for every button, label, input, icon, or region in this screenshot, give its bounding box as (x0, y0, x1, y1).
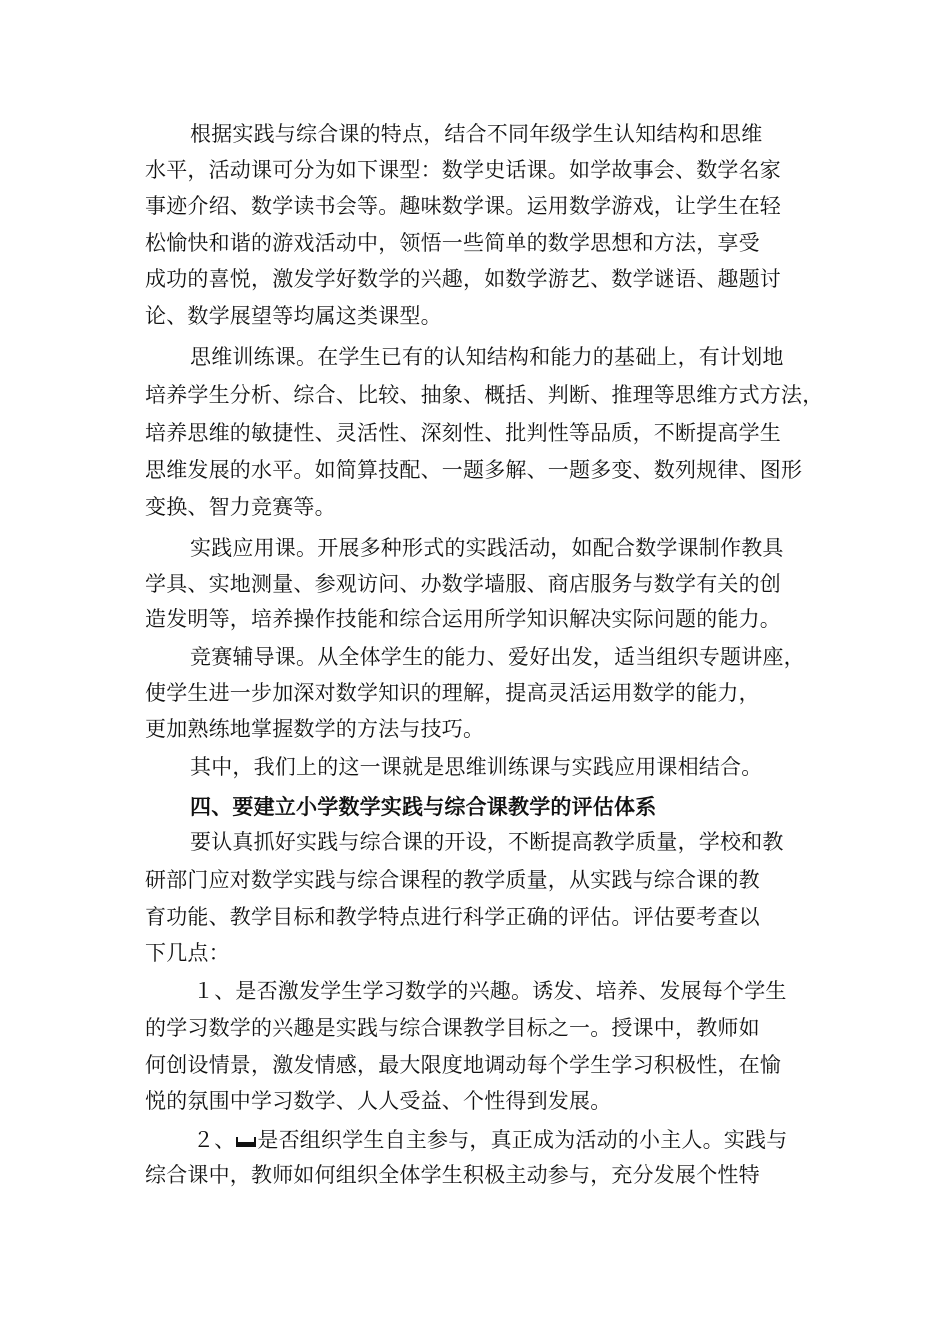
section-heading: 四、要建立小学数学实践与综合课教学的评估体系 (190, 794, 657, 819)
paragraph-line: 竞赛辅导课。从全体学生的能力、爱好出发，适当组织专题讲座， (190, 645, 805, 669)
paragraph-line: 论、数学展望等均属这类课型。 (145, 304, 442, 328)
paragraph-line: 松愉快和谐的游戏活动中，领悟一些简单的数学思想和方法，享受 (145, 231, 760, 255)
paragraph-line: 思维发展的水平。如简算技配、一题多解、一题多变、数列规律、图形 (145, 458, 803, 482)
paragraph-line: 水平，活动课可分为如下课型：数学史话课。如学故事会、数学名家 (145, 158, 781, 182)
paragraph-line: 研部门应对数学实践与综合课程的教学质量，从实践与综合课的教 (145, 868, 760, 892)
paragraph-line: 其中，我们上的这一课就是思维训练课与实践应用课相结合。 (190, 755, 763, 779)
paragraph-line: 根据实践与综合课的特点，结合不同年级学生认知结构和思维 (190, 122, 763, 146)
paragraph-line: 何创设情景，激发情感，最大限度地调动每个学生学习积极性，在愉 (145, 1053, 781, 1077)
edit-mark-icon (236, 1137, 256, 1147)
paragraph-line (193, 1125, 787, 1155)
paragraph-line: 学具、实地测量、参观访问、办数学墙服、商店服务与数学有关的创 (145, 572, 781, 596)
paragraph-line: 实践应用课。开展多种形式的实践活动，如配合数学课制作教具 (190, 536, 784, 560)
paragraph-line: 悦的氛围中学习数学、人人受益、个性得到发展。 (145, 1089, 612, 1113)
paragraph-line: 更加熟练地掌握数学的方法与技巧。 (145, 717, 485, 741)
paragraph-line: 使学生进一步加深对数学知识的理解，提高灵活运用数学的能力， (145, 681, 760, 705)
paragraph-line: １、是否激发学生学习数学的兴趣。诱发、培养、发展每个学生 (193, 979, 787, 1003)
paragraph-line: 要认真抓好实践与综合课的开设，不断提高教学质量，学校和教 (190, 830, 784, 854)
list-number: ２、 (193, 1128, 236, 1152)
paragraph-line: 变换、智力竞赛等。 (145, 495, 336, 519)
paragraph-line: 育功能、教学目标和教学特点进行科学正确的评估。评估要考查以 (145, 905, 760, 929)
list-text: 是否组织学生自主参与，真正成为活动的小主人。实践与 (257, 1128, 788, 1152)
paragraph-line: 事迹介绍、数学读书会等。趣味数学课。运用数学游戏，让学生在轻 (145, 194, 781, 218)
paragraph-line: 综合课中，教师如何组织全体学生积极主动参与，充分发展个性特 (145, 1163, 760, 1187)
paragraph-line: 的学习数学的兴趣是实践与综合课教学目标之一。授课中，教师如 (145, 1016, 760, 1040)
paragraph-line: 思维训练课。在学生已有的认知结构和能力的基础上，有计划地 (190, 345, 784, 369)
paragraph-line: 造发明等，培养操作技能和综合运用所学知识解决实际问题的能力。 (145, 607, 781, 631)
paragraph-line: 下几点： (145, 941, 230, 965)
paragraph-line: 培养学生分析、综合、比较、抽象、概括、判断、推理等思维方式方法， (145, 383, 824, 407)
paragraph-line: 成功的喜悦，激发学好数学的兴趣，如数学游艺、数学谜语、趣题讨 (145, 267, 781, 291)
paragraph-line: 培养思维的敏捷性、灵活性、深刻性、批判性等品质，不断提高学生 (145, 421, 781, 445)
